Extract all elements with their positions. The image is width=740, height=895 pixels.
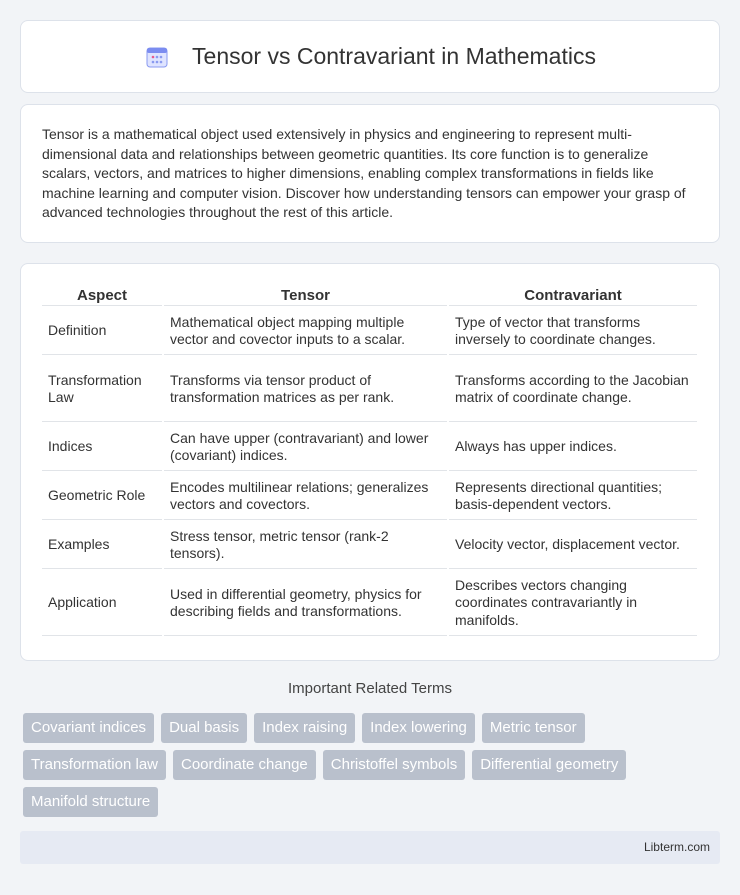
cell-aspect: Transformation Law (42, 357, 162, 422)
header-tensor: Tensor (164, 284, 447, 306)
cell-aspect: Indices (42, 424, 162, 471)
cell-tensor: Mathematical object mapping multiple vector and covector inputs to a scalar. (164, 308, 447, 355)
cell-aspect: Definition (42, 308, 162, 355)
table-row (42, 571, 697, 636)
footer (20, 831, 720, 864)
tag-christoffel-symbols[interactable]: Christoffel symbols (323, 750, 465, 780)
cell-aspect: Geometric Role (42, 473, 162, 520)
table-row (42, 308, 697, 355)
tag-coordinate-change[interactable]: Coordinate change (173, 750, 316, 780)
table-header-row (42, 284, 697, 306)
footer-site-link[interactable]: Libterm.com (643, 840, 710, 854)
table-row (42, 424, 697, 471)
table-row (42, 357, 697, 422)
calendar-icon (144, 44, 170, 70)
header-contravariant: Contravariant (449, 284, 697, 306)
tag-manifold-structure[interactable]: Manifold structure (23, 787, 158, 817)
table-row (42, 473, 697, 520)
header-card (20, 20, 720, 93)
header-aspect: Aspect (42, 284, 162, 306)
tag-dual-basis[interactable]: Dual basis (161, 713, 247, 743)
comparison-table (40, 282, 699, 638)
cell-tensor: Encodes multilinear relations; generalizes vectors and covectors. (164, 473, 447, 520)
comparison-card (20, 263, 720, 661)
tag-differential-geometry[interactable]: Differential geometry (472, 750, 626, 780)
tag-index-lowering[interactable]: Index lowering (362, 713, 475, 743)
table-row (42, 522, 697, 569)
cell-contravariant: Represents directional quantities; basis-dependent vectors. (449, 473, 697, 520)
cell-aspect: Application (42, 571, 162, 636)
page-title: Tensor vs Contravariant in Mathematics (192, 43, 596, 69)
cell-tensor: Can have upper (contravariant) and lower (covariant) indices. (164, 424, 447, 471)
cell-contravariant: Describes vectors changing coordinates contravariantly in manifolds. (449, 571, 697, 636)
intro-text: Tensor is a mathematical object used extensively in physics and engineering to represent multi-dimensional data and relationships between geometric quantities. Its core function is to generalize scalars, vectors, and matrices to higher dimensions, enabling complex transformations in fields like machine learning and computer vision. Discover how understanding tensors can empower your grasp of advanced technologies throughout the rest of this article. (42, 126, 686, 221)
cell-tensor: Stress tensor, metric tensor (rank-2 tensors). (164, 522, 447, 569)
cell-aspect: Examples (42, 522, 162, 569)
cell-tensor: Used in differential geometry, physics for describing fields and transformations. (164, 571, 447, 636)
tag-transformation-law[interactable]: Transformation law (23, 750, 166, 780)
related-terms-title: Important Related Terms (288, 680, 452, 697)
cell-contravariant: Type of vector that transforms inversely to coordinate changes. (449, 308, 697, 355)
cell-contravariant: Always has upper indices. (449, 424, 697, 471)
cell-contravariant: Velocity vector, displacement vector. (449, 522, 697, 569)
cell-contravariant: Transforms according to the Jacobian matrix of coordinate change. (449, 357, 697, 422)
intro-card (20, 104, 720, 243)
tag-index-raising[interactable]: Index raising (254, 713, 355, 743)
tag-metric-tensor[interactable]: Metric tensor (482, 713, 585, 743)
cell-tensor: Transforms via tensor product of transformation matrices as per rank. (164, 357, 447, 422)
tag-covariant-indices[interactable]: Covariant indices (23, 713, 154, 743)
related-terms-list (23, 713, 713, 817)
